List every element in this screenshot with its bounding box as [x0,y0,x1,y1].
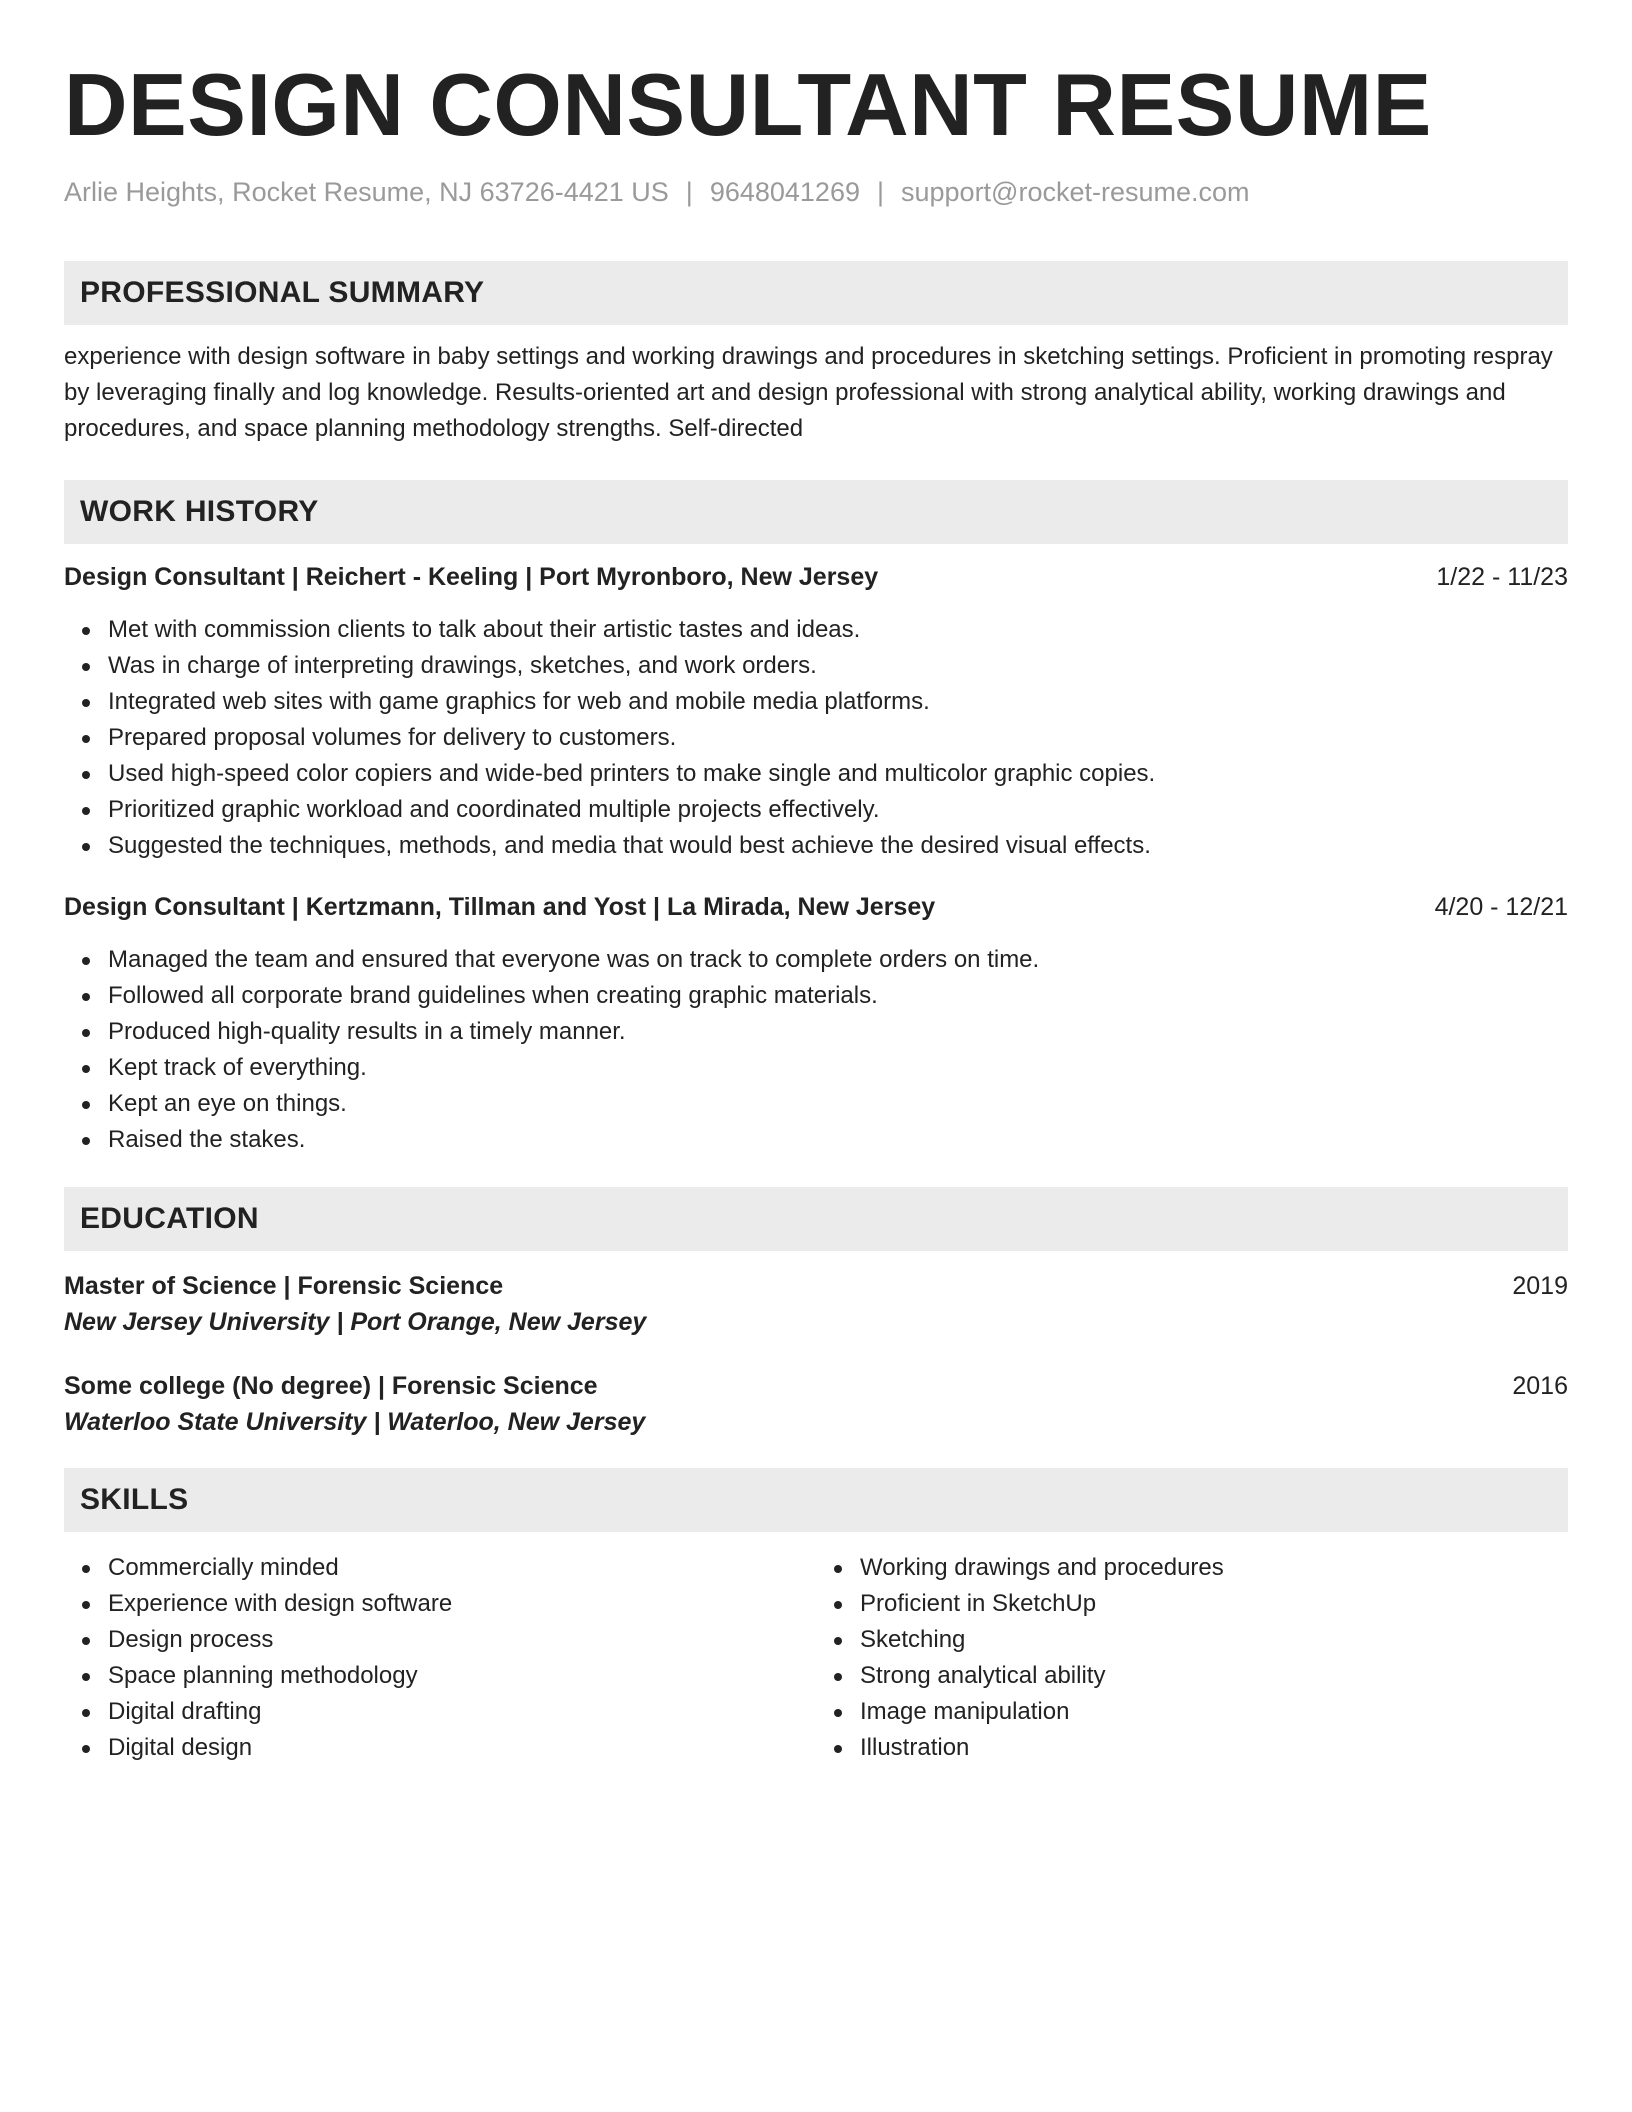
skill-item: Proficient in SketchUp [816,1586,1568,1622]
job-bullet: Raised the stakes. [64,1122,1568,1158]
summary-text: experience with design software in baby settings and working drawings and procedures in sketching settings. Proficient in promoting respray by leveraging finally and log knowledge. Results-oriented art and design professional with strong analytical ability, working drawings and procedures, and space planning methodology strengths. Self-directed [64,343,1553,442]
skill-item: Strong analytical ability [816,1658,1568,1694]
education-school: Waterloo State University | Waterloo, New Jersey [64,1408,646,1436]
job-bullet: Integrated web sites with game graphics for web and mobile media platforms. [64,684,1568,720]
job-bullet: Used high-speed color copiers and wide-bed printers to make single and multicolor graphic copies. [64,756,1568,792]
resume-title: DESIGN CONSULTANT RESUME [64,55,1432,154]
contact-separator: | [876,177,884,207]
contact-line [64,175,1568,209]
job-bullet: Followed all corporate brand guidelines when creating graphic materials. [64,978,1568,1014]
job-header [64,560,1568,594]
education-school: New Jersey University | Port Orange, New Jersey [64,1308,647,1336]
section-heading-summary: PROFESSIONAL SUMMARY [64,261,1568,325]
skill-item: Space planning methodology [64,1658,816,1694]
contact-address: Arlie Heights, Rocket Resume, NJ 63726-4421 US [64,177,669,207]
section-heading-skills: SKILLS [64,1468,1568,1532]
section-heading-work-history: WORK HISTORY [64,480,1568,544]
skills-list-right [816,1550,1568,1766]
job-title: Design Consultant | Kertzmann, Tillman and Yost | La Mirada, New Jersey [64,893,936,921]
contact-phone: 9648041269 [709,177,860,207]
education-header [64,1269,1568,1303]
skills-columns [64,1550,1568,1766]
job-bullet: Met with commission clients to talk about their artistic tastes and ideas. [64,612,1568,648]
section-heading-education: EDUCATION [64,1187,1568,1251]
education-degree: Master of Science | Forensic Science [64,1272,504,1300]
skill-item: Digital design [64,1730,816,1766]
job-bullet: Prioritized graphic workload and coordinated multiple projects effectively. [64,792,1568,828]
job-bullet: Prepared proposal volumes for delivery to customers. [64,720,1568,756]
job-bullet: Managed the team and ensured that everyone was on track to complete orders on time. [64,942,1568,978]
job-title: Design Consultant | Reichert - Keeling | Port Myronboro, New Jersey [64,563,879,591]
skill-item: Design process [64,1622,816,1658]
contact-email: support@rocket-resume.com [901,177,1250,207]
job-bullet: Was in charge of interpreting drawings, sketches, and work orders. [64,648,1568,684]
skill-item: Sketching [816,1622,1568,1658]
job-bullet: Kept an eye on things. [64,1086,1568,1122]
job-bullet: Suggested the techniques, methods, and media that would best achieve the desired visual effects. [64,828,1568,864]
job-dates: 4/20 - 12/21 [1434,893,1568,921]
skill-item: Image manipulation [816,1694,1568,1730]
job-header [64,890,1568,924]
skill-item: Experience with design software [64,1586,816,1622]
skill-item: Illustration [816,1730,1568,1766]
skill-item: Working drawings and procedures [816,1550,1568,1586]
education-year: 2016 [1512,1372,1568,1400]
contact-separator: | [685,177,693,207]
job-bullet-list [64,942,1568,1158]
education-header [64,1369,1568,1403]
job-bullet: Produced high-quality results in a timely manner. [64,1014,1568,1050]
job-dates: 1/22 - 11/23 [1436,563,1568,591]
job-bullet-list [64,612,1568,864]
education-year: 2019 [1512,1272,1568,1300]
skill-item: Digital drafting [64,1694,816,1730]
skills-list-left [64,1550,816,1766]
job-bullet: Kept track of everything. [64,1050,1568,1086]
education-degree: Some college (No degree) | Forensic Science [64,1372,598,1400]
skill-item: Commercially minded [64,1550,816,1586]
